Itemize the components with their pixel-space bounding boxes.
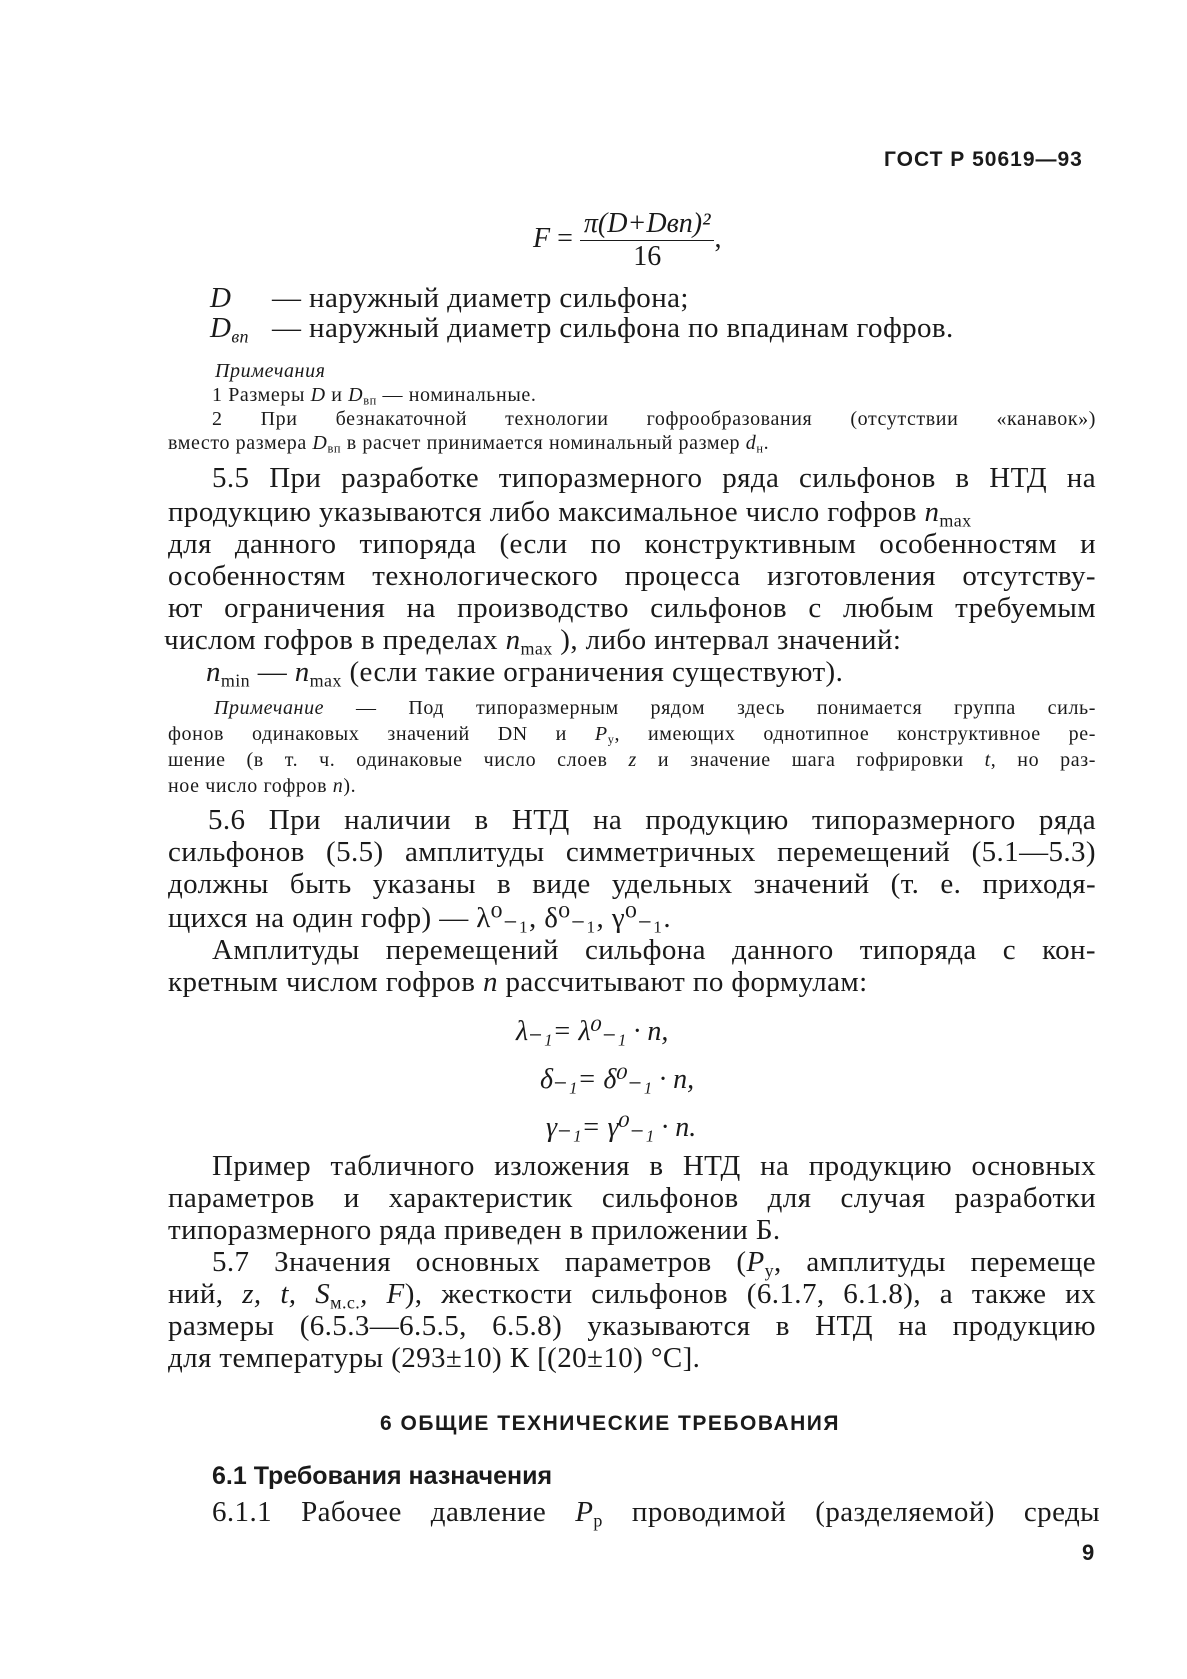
formula-delta xyxy=(540,1062,694,1096)
paragraph-text: 5.7 Значения основных параметров ( xyxy=(212,1246,747,1278)
p56-line-6 xyxy=(168,966,868,999)
section-6-title: 6 ОБЩИЕ ТЕХНИЧЕСКИЕ ТРЕБОВАНИЯ xyxy=(380,1412,840,1435)
note-text: и xyxy=(325,384,349,406)
note2-line-3 xyxy=(168,749,1096,772)
paragraph-text: ний, xyxy=(168,1278,243,1310)
note-var: D xyxy=(348,384,364,406)
paragraph-sub: max xyxy=(309,670,342,691)
paragraph-text: (если такие ограничения существуют). xyxy=(341,656,844,688)
formula-lhs: λ₋₁ xyxy=(516,1016,553,1047)
note-text: , имеющих однотипное конструктивное ре- xyxy=(614,723,1096,745)
note-var: n xyxy=(332,775,344,797)
definition-symbol xyxy=(210,312,272,347)
note-var: d xyxy=(745,432,757,454)
p611-line-1 xyxy=(212,1496,1100,1531)
paragraph-text: ют ограничения на производство сильфонов с любым требуемым xyxy=(168,592,1096,624)
note-var: P xyxy=(594,723,608,745)
paragraph-text: продукцию указываются либо максимальное число гофров xyxy=(168,496,925,528)
paragraph-text: параметров и характеристик сильфонов для случая разработки xyxy=(168,1182,1096,1214)
note-text: шение (в т. ч. одинаковые число слоев xyxy=(168,749,629,771)
note-sub: вп xyxy=(363,393,377,408)
page-number: 9 xyxy=(1082,1540,1095,1565)
formula-lambda xyxy=(516,1014,668,1048)
paragraph-var: P xyxy=(575,1496,594,1528)
formula-tail: , xyxy=(714,222,722,254)
note-1 xyxy=(212,384,536,409)
definition-dvp xyxy=(210,312,954,347)
formula-area xyxy=(533,208,721,273)
paragraph-var: z, t, S xyxy=(242,1278,331,1310)
formula-rhs: = δ⁰₋₁ · n, xyxy=(577,1064,695,1095)
note-sub: у xyxy=(607,732,615,747)
p56-line-3 xyxy=(168,868,1096,901)
formula-gamma xyxy=(546,1110,696,1144)
subsection-6-1-title: 6.1 Требования назначения xyxy=(212,1462,553,1490)
paragraph-text: размеры (6.5.3—6.5.5, 6.5.8) указываются в НТД на продукцию xyxy=(168,1310,1096,1342)
p55-line-5 xyxy=(168,592,1096,625)
definition-symbol: D xyxy=(210,282,232,314)
paragraph-var: n xyxy=(482,966,498,998)
paragraph-sub: min xyxy=(220,670,251,691)
formula-numerator: π(D+Dвп)² xyxy=(580,208,715,241)
note-var: t xyxy=(984,749,991,771)
document-header-id: ГОСТ Р 50619—93 xyxy=(884,148,1083,171)
p57-line-2 xyxy=(168,1278,1096,1313)
p55-line-2 xyxy=(168,496,972,531)
paragraph-text: числом гофров в пределах xyxy=(164,624,506,656)
note2-line-1 xyxy=(214,697,1096,720)
p56-line-4 xyxy=(168,900,671,935)
paragraph-symbols: λ⁰₋₁, δ⁰₋₁, γ⁰₋₁. xyxy=(476,902,671,934)
paragraph-sub: max xyxy=(520,638,553,659)
paragraph-var: n xyxy=(294,656,310,688)
p57-line-1 xyxy=(212,1246,1096,1281)
p55-line-3 xyxy=(168,528,1096,561)
p56-line-1 xyxy=(208,804,1096,837)
formula-lhs: γ₋₁ xyxy=(546,1112,582,1143)
note-sub: н xyxy=(756,441,764,456)
note2-line-2 xyxy=(168,723,1096,748)
note2-line-4 xyxy=(168,775,356,798)
paragraph-text: Амплитуды перемещений сильфона данного типоряда с кон- xyxy=(212,934,1096,966)
example-line-3: типоразмерного ряда приведен в приложении Б. xyxy=(168,1214,781,1246)
definition-text: — наружный диаметр сильфона; xyxy=(272,282,689,314)
paragraph-text: Пример табличного изложения в НТД на продукцию основных xyxy=(212,1150,1096,1182)
paragraph-text: ), либо интервал значений: xyxy=(552,624,902,656)
p55-line-7 xyxy=(206,656,843,691)
note-text: вместо размера xyxy=(168,432,313,454)
definition-text: — наружный диаметр сильфона по впадинам гофров. xyxy=(272,312,954,344)
paragraph-sub: у xyxy=(764,1260,774,1281)
note-text: — Под типоразмерным рядом здесь понимается группа силь- xyxy=(324,697,1096,719)
note-title: Примечание xyxy=(214,697,325,719)
paragraph-text: — xyxy=(250,656,295,688)
formula-lhs: F xyxy=(533,222,551,254)
example-line-1 xyxy=(212,1150,1096,1183)
paragraph-text: 5.6 При наличии в НТД на продукцию типоразмерного ряда xyxy=(208,804,1096,836)
p57-line-3 xyxy=(168,1310,1096,1343)
note-text: и значение шага гофрировки xyxy=(636,749,985,771)
p56-line-2 xyxy=(168,836,1096,869)
note-text: ). xyxy=(343,775,357,797)
formula-lhs: δ₋₁ xyxy=(540,1064,578,1095)
paragraph-text: , амплитуды перемеще xyxy=(773,1246,1096,1278)
paragraph-text: для данного типоряда (если по конструктивным особенностям и xyxy=(168,528,1096,560)
paragraph-text: сильфонов (5.5) амплитуды симметричных перемещений (5.1—5.3) xyxy=(168,836,1096,868)
paragraph-text: ), жесткости сильфонов (6.1.7, 6.1.8), а также их xyxy=(404,1278,1097,1310)
paragraph-text: должны быть указаны в виде удельных значений (т. е. приходя- xyxy=(168,868,1096,900)
note-text: 1 Размеры xyxy=(212,384,311,406)
note-text: фонов одинаковых значений DN и xyxy=(168,723,595,745)
paragraph-sub: max xyxy=(939,510,972,531)
paragraph-sub: р xyxy=(593,1510,603,1531)
paragraph-text: особенностям технологического процесса изготовления отсутству- xyxy=(168,560,1096,592)
paragraph-text: 5.5 При разработке типоразмерного ряда сильфонов в НТД на xyxy=(212,462,1096,494)
note-sub: вп xyxy=(327,441,342,456)
note-text: в расчет принимается номинальный размер xyxy=(341,432,746,454)
paragraph-text: кретным числом гофров xyxy=(168,966,483,998)
note-text: — номинальные. xyxy=(376,384,537,406)
p55-line-1 xyxy=(212,462,1096,495)
paragraph-text: 6.1.1 Рабочее давление xyxy=(212,1496,576,1528)
paragraph-text: рассчитывают по формулам: xyxy=(497,966,868,998)
note-2-line-2 xyxy=(168,432,769,457)
note-text: , но раз- xyxy=(990,749,1096,771)
formula-eq: = xyxy=(557,222,573,254)
paragraph-text: щихся на один гофр) — xyxy=(168,902,477,934)
definition-symbol-base: D xyxy=(210,312,232,344)
definition-symbol-sub: вп xyxy=(231,326,249,347)
note-text: ное число гофров xyxy=(168,775,333,797)
paragraph-text: проводимой (разделяемой) среды xyxy=(602,1496,1100,1528)
paragraph-sub: м.с. xyxy=(330,1292,361,1313)
note-text: . xyxy=(763,432,770,454)
formula-denominator: 16 xyxy=(633,241,662,272)
p56-line-5 xyxy=(212,934,1096,967)
formula-rhs: = γ⁰₋₁ · n. xyxy=(581,1112,697,1143)
note-text: 2 При безнакаточной технологии гофрообразования (отсутствии «канавок») xyxy=(212,408,1096,430)
p55-line-4 xyxy=(168,560,1096,593)
definition-d xyxy=(210,282,689,315)
note-var: D xyxy=(312,432,328,454)
paragraph-var: , F xyxy=(360,1278,405,1310)
note-var: z xyxy=(628,749,637,771)
paragraph-var: P xyxy=(746,1246,765,1278)
paragraph-var: n xyxy=(206,656,221,688)
note-2-line-1 xyxy=(212,408,1096,431)
notes-title: Примечания xyxy=(215,360,326,382)
p57-line-4: для температуры (293±10) К [(20±10) °С]. xyxy=(168,1342,701,1374)
p55-line-6 xyxy=(164,624,901,659)
paragraph-var: n xyxy=(924,496,940,528)
formula-rhs: = λ⁰₋₁ · n, xyxy=(552,1016,669,1047)
formula-fraction xyxy=(580,208,715,273)
paragraph-var: n xyxy=(505,624,521,656)
note-var: D xyxy=(310,384,326,406)
example-line-2 xyxy=(168,1182,1096,1215)
